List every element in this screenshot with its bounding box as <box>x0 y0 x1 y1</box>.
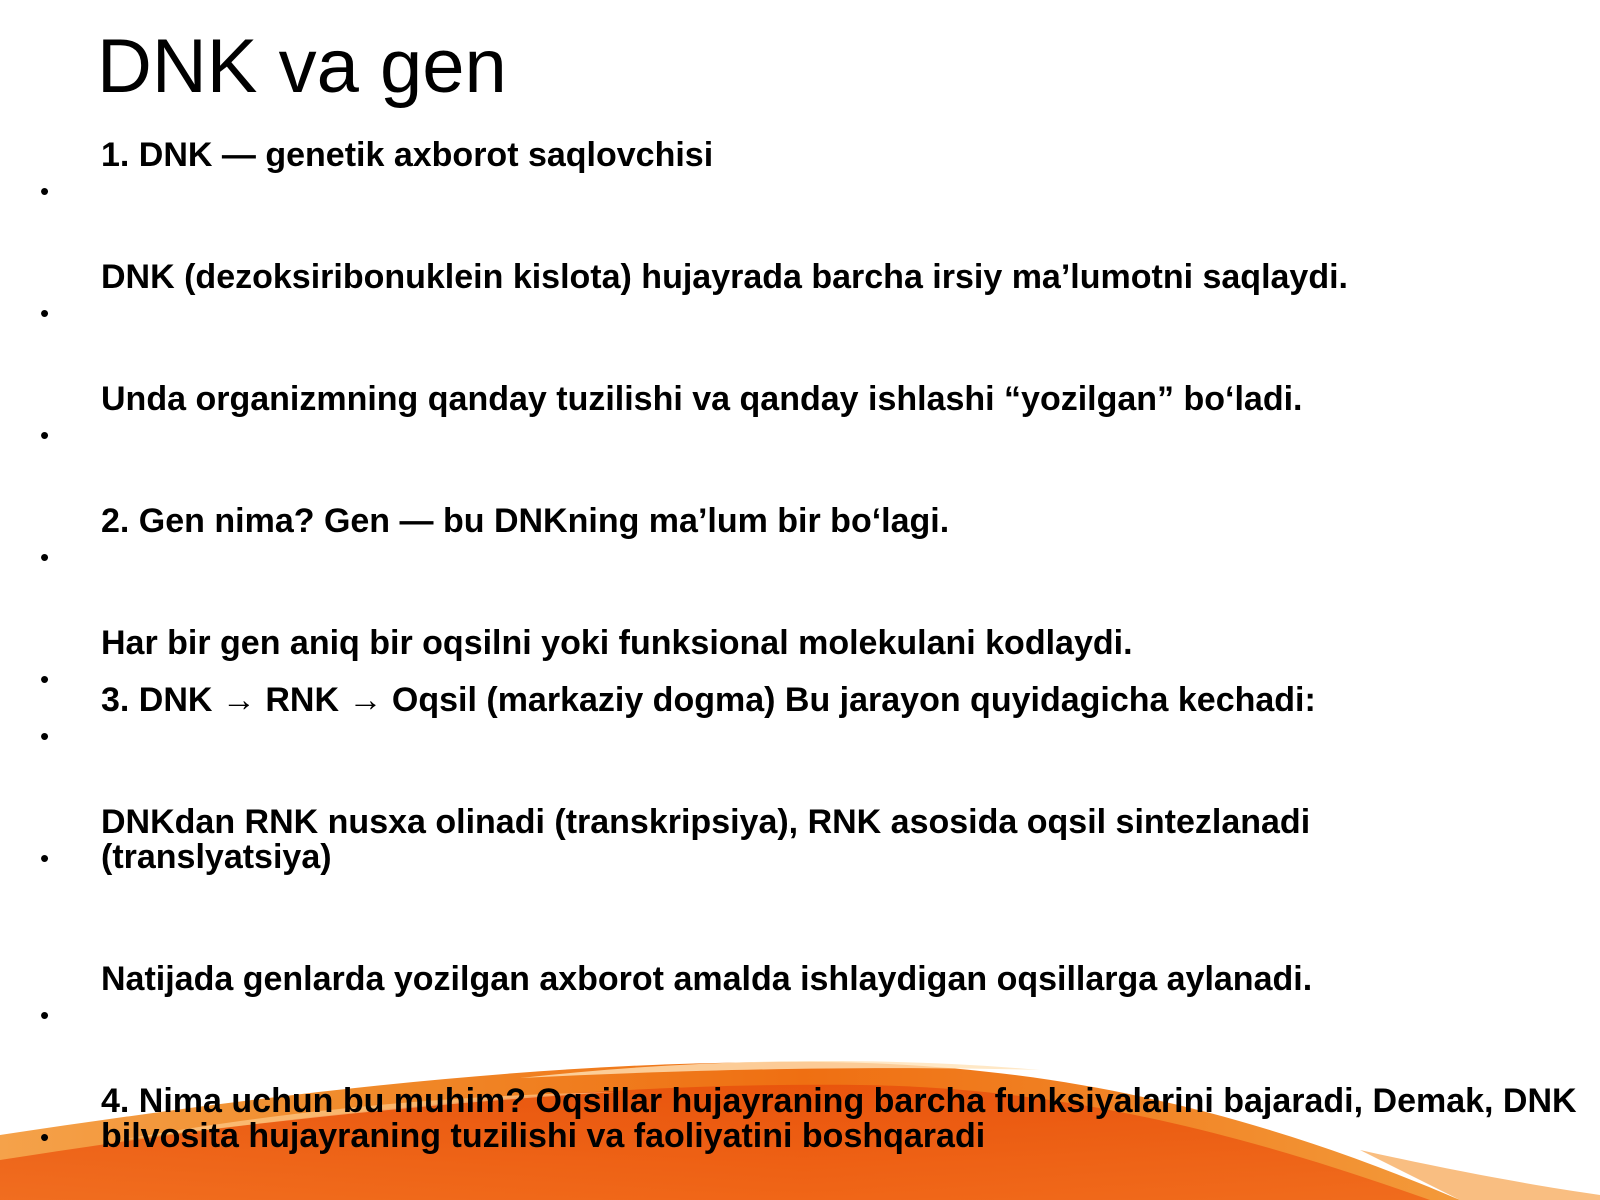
bullet-dot: • <box>40 721 50 751</box>
bullet-dot: • <box>40 298 50 328</box>
list-item-text: 2. Gen nima? Gen — bu DNKning ma’lum bir bo‘lagi. <box>101 502 950 540</box>
list-item-text: Unda organizmning qanday tuzilishi va qanday ishlashi “yozilgan” bo‘ladi. <box>101 380 1303 418</box>
bullet-dot: • <box>40 420 50 450</box>
list-item-text: 4. Nima uchun bu muhim? Oqsillar hujayraning barcha funksiyalarini bajaradi, Demak, DNK bilvosita hujayraning tuzilishi va faoliyatini boshqaradi <box>101 1082 1577 1155</box>
bullet-dot: • <box>40 542 50 572</box>
bullet-dot: • <box>40 664 50 694</box>
bullet-dot: • <box>40 1000 50 1030</box>
list-item-text: Natijada genlarda yozilgan axborot amalda ishlaydigan oqsillarga aylanadi. <box>101 960 1313 998</box>
list-item-text: Har bir gen aniq bir oqsilni yoki funksional molekulani kodlaydi. <box>101 624 1133 662</box>
bullet-dot: • <box>40 1122 50 1152</box>
list-item-text: 3. DNK → RNK → Oqsil (markaziy dogma) Bu jarayon quyidagicha kechadi: <box>101 681 1316 719</box>
list-item-text: DNK (dezoksiribonuklein kislota) hujayrada barcha irsiy ma’lumotni saqlaydi. <box>101 258 1348 296</box>
list-item-text: 1. DNK — genetik axborot saqlovchisi <box>101 136 714 174</box>
bullet-dot: • <box>40 843 50 873</box>
list-item-text: DNKdan RNK nusxa olinadi (transkripsiya), RNK asosida oqsil sintezlanadi (translyatsiya) <box>101 803 1311 876</box>
bullet-dot: • <box>40 176 50 206</box>
slide-title: DNK va gen <box>97 24 507 109</box>
